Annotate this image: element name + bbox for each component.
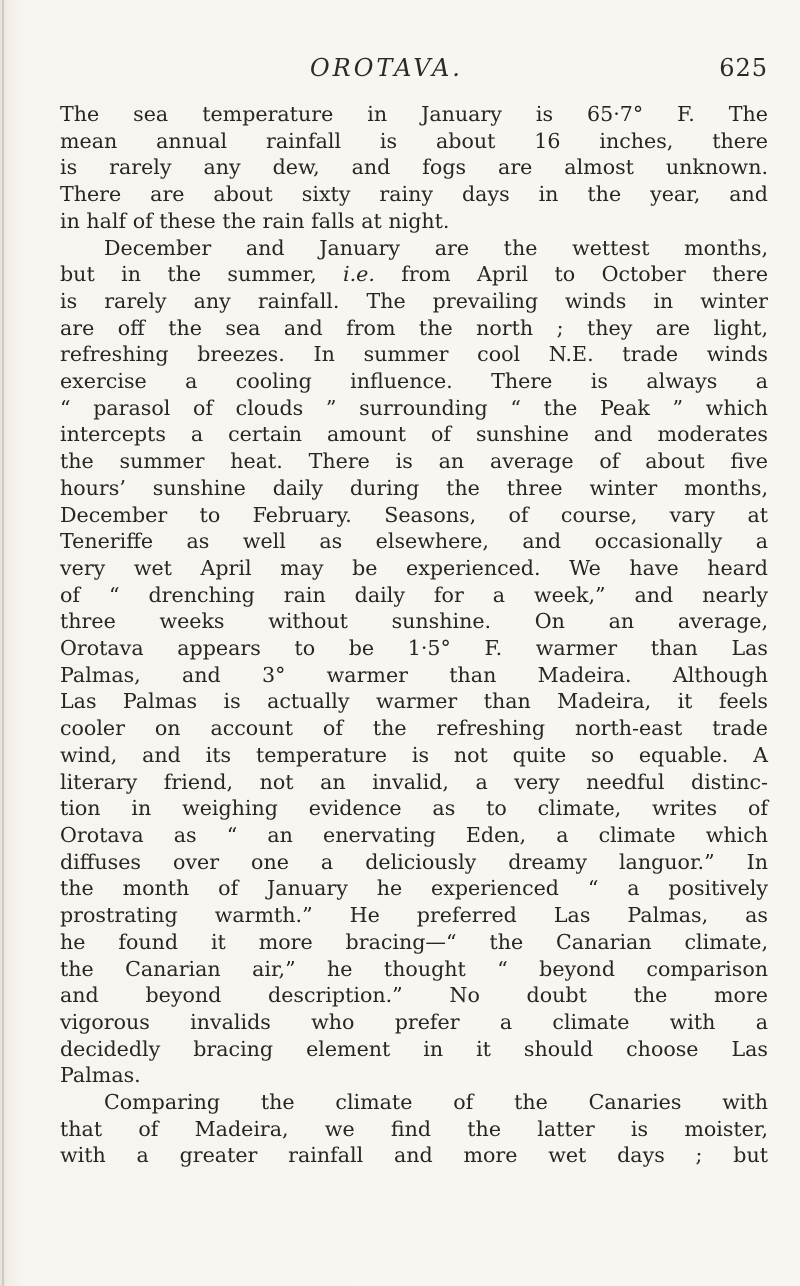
text-line: exercise a cooling influence. There is always a <box>60 369 768 394</box>
text-line: The sea temperature in January is 65·7° F. The <box>60 102 768 126</box>
text-line: intercepts a certain amount of sunshine and moderates <box>60 422 768 447</box>
text-line: in half of these the rain falls at night. <box>60 208 450 233</box>
text-line: Las Palmas is actually warmer than Madeira, it feels <box>60 689 768 714</box>
text-line: cooler on account of the refreshing north-east trade <box>60 716 768 741</box>
text-line: There are about sixty rainy days in the year, and <box>60 182 768 207</box>
text-line: with a greater rainfall and more wet days ; but <box>60 1143 768 1168</box>
body-text <box>60 101 768 1169</box>
page-gutter-edge <box>2 0 4 1286</box>
text-line: December to February. Seasons, of course, vary at <box>60 502 768 527</box>
text-line: Palmas, and 3° warmer than Madeira. Although <box>60 662 768 687</box>
text-line: December and January are the wettest months, <box>104 235 768 260</box>
text-line: Orotava as “ an enervating Eden, a climate which <box>60 822 768 847</box>
text-line: that of Madeira, we find the latter is moister, <box>60 1116 768 1141</box>
text-line: decidedly bracing element in it should choose Las <box>60 1036 768 1061</box>
text-line: Orotava appears to be 1·5° F. warmer than Las <box>60 636 768 661</box>
running-title: OROTAVA. <box>310 54 463 82</box>
text-line: refreshing breezes. In summer cool N.E. trade winds <box>60 342 768 367</box>
text-line: of “ drenching rain daily for a week,” and nearly <box>60 582 768 607</box>
text-line: prostrating warmth.” He preferred Las Palmas, as <box>60 903 768 928</box>
text-line: diffuses over one a deliciously dreamy languor.” In <box>60 849 768 874</box>
text-line: is rarely any rainfall. The prevailing winds in winter <box>60 288 768 313</box>
text-line: and beyond description.” No doubt the more <box>60 983 768 1008</box>
page-number: 625 <box>719 54 768 82</box>
text-line: “ parasol of clouds ” surrounding “ the Peak ” which <box>60 395 768 420</box>
text-line: is rarely any dew, and fogs are almost unknown. <box>60 155 768 180</box>
text-line: he found it more bracing—“ the Canarian climate, <box>60 929 768 954</box>
text-line: Teneriffe as well as elsewhere, and occasionally a <box>60 529 768 554</box>
text-line: are off the sea and from the north ; they are light, <box>60 315 768 340</box>
text-line: Palmas. <box>60 1063 141 1088</box>
text-line: hours’ sunshine daily during the three winter months, <box>60 475 768 500</box>
text-line: mean annual rainfall is about 16 inches, there <box>60 128 768 153</box>
text-line: vigorous invalids who prefer a climate with a <box>60 1009 768 1034</box>
text-line: the Canarian air,” he thought “ beyond comparison <box>60 956 768 981</box>
text-line: but in the summer, i.e. from April to October there <box>60 262 769 287</box>
text-line: three weeks without sunshine. On an average, <box>60 609 768 634</box>
page-header <box>60 54 768 94</box>
text-line: tion in weighing evidence as to climate, writes of <box>60 796 768 821</box>
text-line: literary friend, not an invalid, a very needful distinc- <box>60 769 768 794</box>
text-line: very wet April may be experienced. We have heard <box>60 555 768 580</box>
text-line: wind, and its temperature is not quite so equable. A <box>60 742 768 767</box>
text-line: the month of January he experienced “ a positively <box>60 876 768 901</box>
text-line: Comparing the climate of the Canaries with <box>104 1090 768 1115</box>
text-line: the summer heat. There is an average of about five <box>60 449 768 474</box>
